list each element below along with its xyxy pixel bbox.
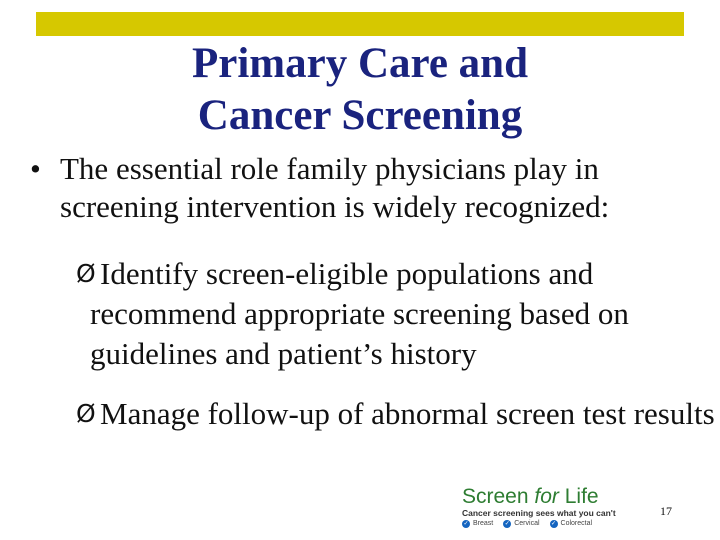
main-bullet	[30, 150, 710, 226]
logo-check-item	[462, 519, 493, 529]
arrow-bullet-icon: Ø	[76, 399, 96, 428]
page-number: 17	[660, 504, 672, 518]
top-accent-bar	[36, 12, 684, 36]
logo-brand	[462, 486, 632, 508]
logo-tagline: Cancer screening sees what you can't	[462, 508, 616, 518]
logo-check-item	[550, 519, 593, 529]
title-line-2: Cancer Screening	[197, 92, 523, 139]
check-icon: ✓	[551, 521, 557, 527]
logo-check-label: Breast	[473, 520, 494, 527]
logo-brand-for: for	[534, 485, 559, 508]
screen-for-life-logo	[462, 486, 632, 534]
arrow-bullet-icon: Ø	[76, 259, 96, 288]
logo-check-item	[503, 519, 539, 529]
check-icon: ✓	[504, 521, 510, 527]
sub-point	[76, 394, 716, 434]
title-line-1: Primary Care and	[192, 40, 528, 87]
logo-brand-suffix: Life	[558, 485, 599, 508]
check-icon: ✓	[463, 521, 469, 527]
logo-checks	[462, 519, 632, 529]
bullet-marker: •	[30, 151, 41, 186]
logo-brand-prefix: Screen	[462, 485, 535, 508]
bullet-text: The essential role family physicians play in screening intervention is widely recognized:	[60, 151, 610, 224]
slide-title	[0, 38, 720, 142]
sub-point	[76, 254, 716, 374]
logo-check-label: Colorectal	[560, 520, 593, 527]
sub-point-text: Manage follow-up of abnormal screen test results	[100, 396, 715, 431]
sub-point-text: Identify screen-eligible populations and recommend appropriate screening based on guidelines and patient’s history	[90, 256, 629, 371]
logo-check-label: Cervical	[514, 520, 540, 527]
